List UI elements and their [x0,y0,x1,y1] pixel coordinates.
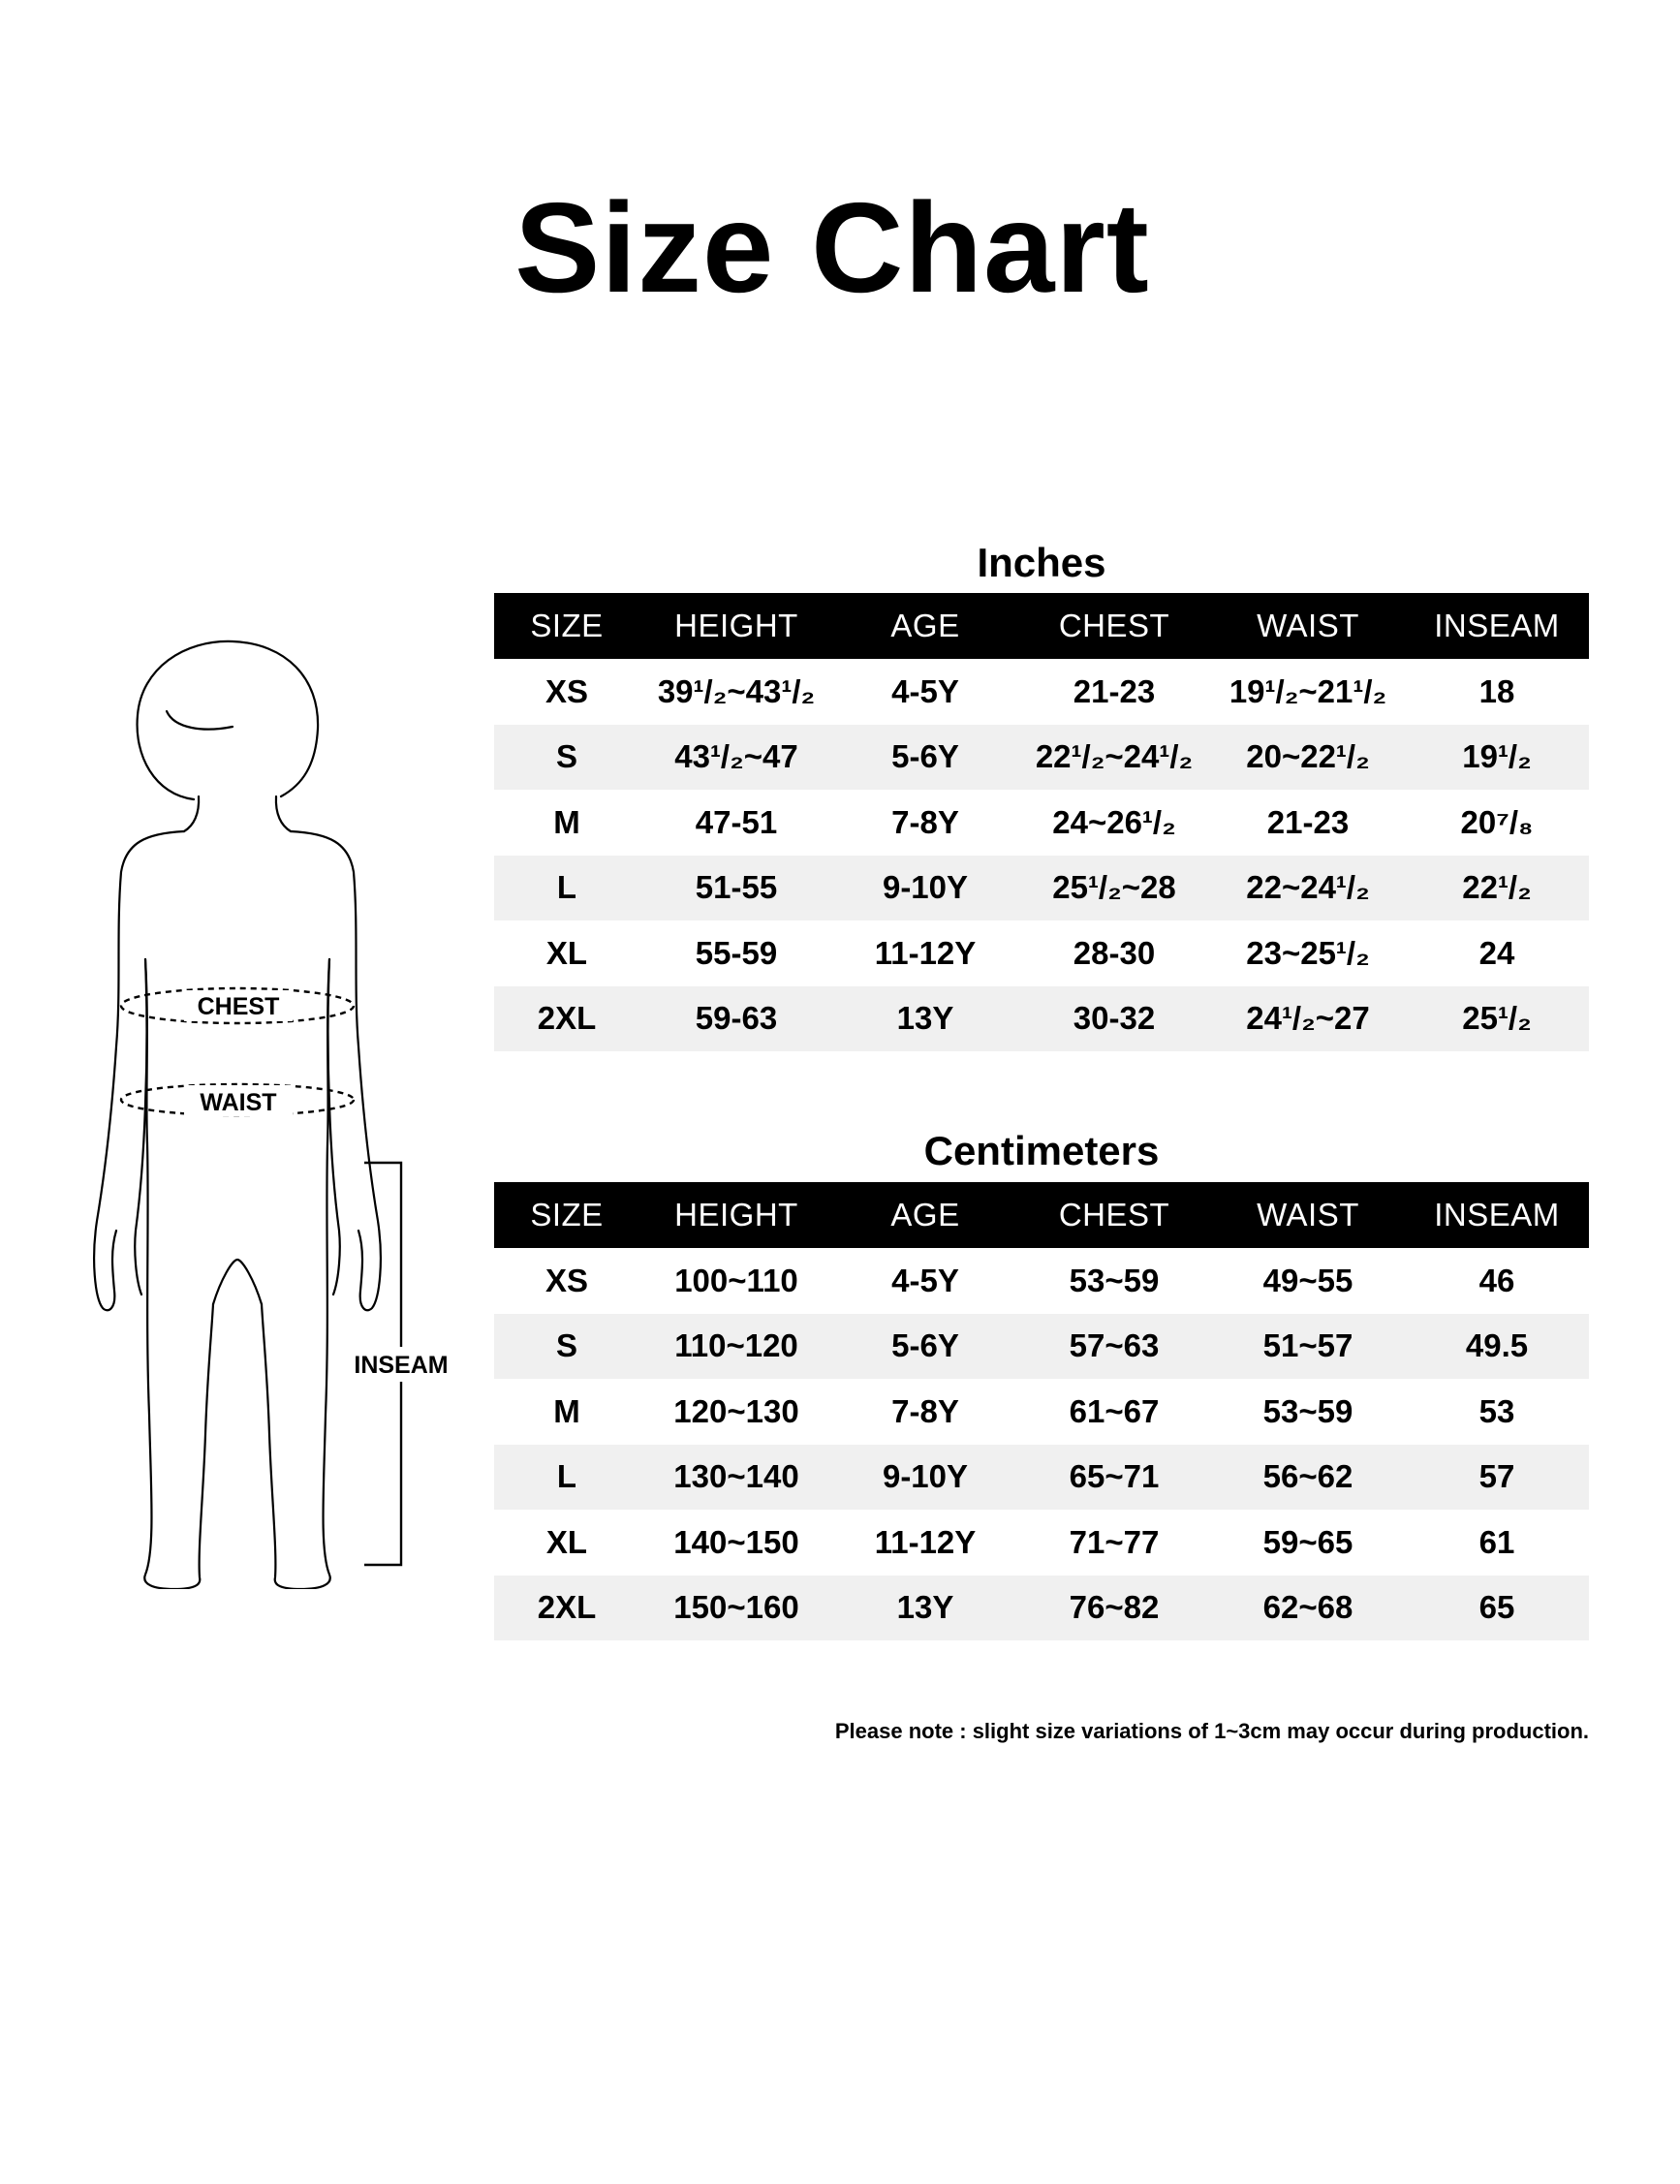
body-measurement-figure [48,640,475,1589]
cm-header-waist: WAIST [1211,1182,1405,1248]
table-cell: 20~22¹/₂ [1211,725,1405,791]
table-cell: 59~65 [1211,1510,1405,1576]
table-cell: 130~140 [639,1445,833,1511]
table-cell: XL [494,920,639,986]
table-row [494,790,1589,856]
inches-header-height: HEIGHT [639,593,833,659]
table-cell: 65 [1405,1576,1589,1641]
table-cell: 49~55 [1211,1248,1405,1314]
right-arm-inner [328,959,340,1295]
table-cell: 19¹/₂~21¹/₂ [1211,659,1405,725]
inches-header-row [494,593,1589,659]
table-cell: 39¹/₂~43¹/₂ [639,659,833,725]
table-cell: S [494,725,639,791]
inches-header-size: SIZE [494,593,639,659]
left-arm-inner [135,959,146,1295]
table-cell: 21-23 [1017,659,1211,725]
head-outline [138,641,319,799]
table-cell: S [494,1314,639,1380]
table-cell: 53 [1405,1379,1589,1445]
table-cell: 47-51 [639,790,833,856]
table-cell: 2XL [494,986,639,1052]
table-cell: 55-59 [639,920,833,986]
table-cell: 57 [1405,1445,1589,1511]
table-cell: 24~26¹/₂ [1017,790,1211,856]
table-cell: 24 [1405,920,1589,986]
table-cell: XL [494,1510,639,1576]
table-cell: 13Y [833,986,1017,1052]
table-cell: M [494,1379,639,1445]
table-cell: 18 [1405,659,1589,725]
table-cell: 65~71 [1017,1445,1211,1511]
left-arm-outer [94,831,184,1310]
table-cell: 110~120 [639,1314,833,1380]
table-cell: 9-10Y [833,856,1017,921]
table-cell: 5-6Y [833,1314,1017,1380]
table-cell: 30-32 [1017,986,1211,1052]
table-row [494,659,1589,725]
table-cell: 11-12Y [833,1510,1017,1576]
inches-header-waist: WAIST [1211,593,1405,659]
body-outline-illustration [48,640,475,1589]
table-cell: 49.5 [1405,1314,1589,1380]
page-title-text: Size Chart [514,176,1150,319]
chest-label: CHEST [197,993,280,1020]
table-cell: 51-55 [639,856,833,921]
inches-header-chest: CHEST [1017,593,1211,659]
table-cell: 9-10Y [833,1445,1017,1511]
table-cell: 24¹/₂~27 [1211,986,1405,1052]
cm-header-size: SIZE [494,1182,639,1248]
table-row [494,1379,1589,1445]
table-cell: 21-23 [1211,790,1405,856]
table-cell: 23~25¹/₂ [1211,920,1405,986]
table-cell: M [494,790,639,856]
table-cell: 57~63 [1017,1314,1211,1380]
waist-label: WAIST [200,1089,277,1116]
table-cell: 53~59 [1211,1379,1405,1445]
crotch-line [213,1260,262,1304]
table-cell: 22¹/₂~24¹/₂ [1017,725,1211,791]
table-cell: 59-63 [639,986,833,1052]
table-cell: 61 [1405,1510,1589,1576]
table-row [494,986,1589,1052]
table-cell: 4-5Y [833,1248,1017,1314]
table-cell: 43¹/₂~47 [639,725,833,791]
table-cell: 62~68 [1211,1576,1405,1641]
table-cell: L [494,1445,639,1511]
table-cell: 11-12Y [833,920,1017,986]
table-cell: L [494,856,639,921]
table-row [494,1248,1589,1314]
table-cell: 4-5Y [833,659,1017,725]
table-cell: 53~59 [1017,1248,1211,1314]
table-row [494,856,1589,921]
production-note: Please note : slight size variations of 1~3cm may occur during production. [834,1719,1589,1743]
inches-header-inseam: INSEAM [1405,593,1589,659]
table-cell: XS [494,659,639,725]
hair-line [167,711,233,730]
left-body-side [144,959,213,1589]
right-arm-outer [291,831,381,1310]
table-cell: 25¹/₂~28 [1017,856,1211,921]
table-cell: 140~150 [639,1510,833,1576]
table-cell: 76~82 [1017,1576,1211,1641]
inches-section-title: Inches [977,540,1106,585]
table-cell: 28-30 [1017,920,1211,986]
inches-header-age: AGE [833,593,1017,659]
table-cell: 7-8Y [833,790,1017,856]
table-row [494,1576,1589,1641]
centimeters-section-title: Centimeters [923,1128,1160,1173]
table-cell: 71~77 [1017,1510,1211,1576]
right-body-side [262,959,330,1589]
table-row [494,725,1589,791]
table-row [494,920,1589,986]
table-cell: 7-8Y [833,1379,1017,1445]
inseam-label: INSEAM [354,1352,449,1379]
table-cell: 20⁷/₈ [1405,790,1589,856]
table-row [494,1510,1589,1576]
table-cell: 22¹/₂ [1405,856,1589,921]
neck-left [184,796,199,831]
table-row [494,1314,1589,1380]
cm-header-height: HEIGHT [639,1182,833,1248]
table-cell: XS [494,1248,639,1314]
table-cell: 61~67 [1017,1379,1211,1445]
cm-header-chest: CHEST [1017,1182,1211,1248]
table-cell: 13Y [833,1576,1017,1641]
table-cell: 19¹/₂ [1405,725,1589,791]
table-cell: 22~24¹/₂ [1211,856,1405,921]
neck-right [276,796,291,831]
centimeters-table [494,1182,1589,1640]
table-cell: 2XL [494,1576,639,1641]
inches-table [494,593,1589,1051]
table-cell: 25¹/₂ [1405,986,1589,1052]
table-row [494,1445,1589,1511]
cm-header-age: AGE [833,1182,1017,1248]
table-cell: 51~57 [1211,1314,1405,1380]
page-title [0,176,1680,319]
table-cell: 120~130 [639,1379,833,1445]
table-cell: 46 [1405,1248,1589,1314]
table-cell: 56~62 [1211,1445,1405,1511]
table-cell: 100~110 [639,1248,833,1314]
table-cell: 5-6Y [833,725,1017,791]
table-cell: 150~160 [639,1576,833,1641]
centimeters-header-row [494,1182,1589,1248]
cm-header-inseam: INSEAM [1405,1182,1589,1248]
